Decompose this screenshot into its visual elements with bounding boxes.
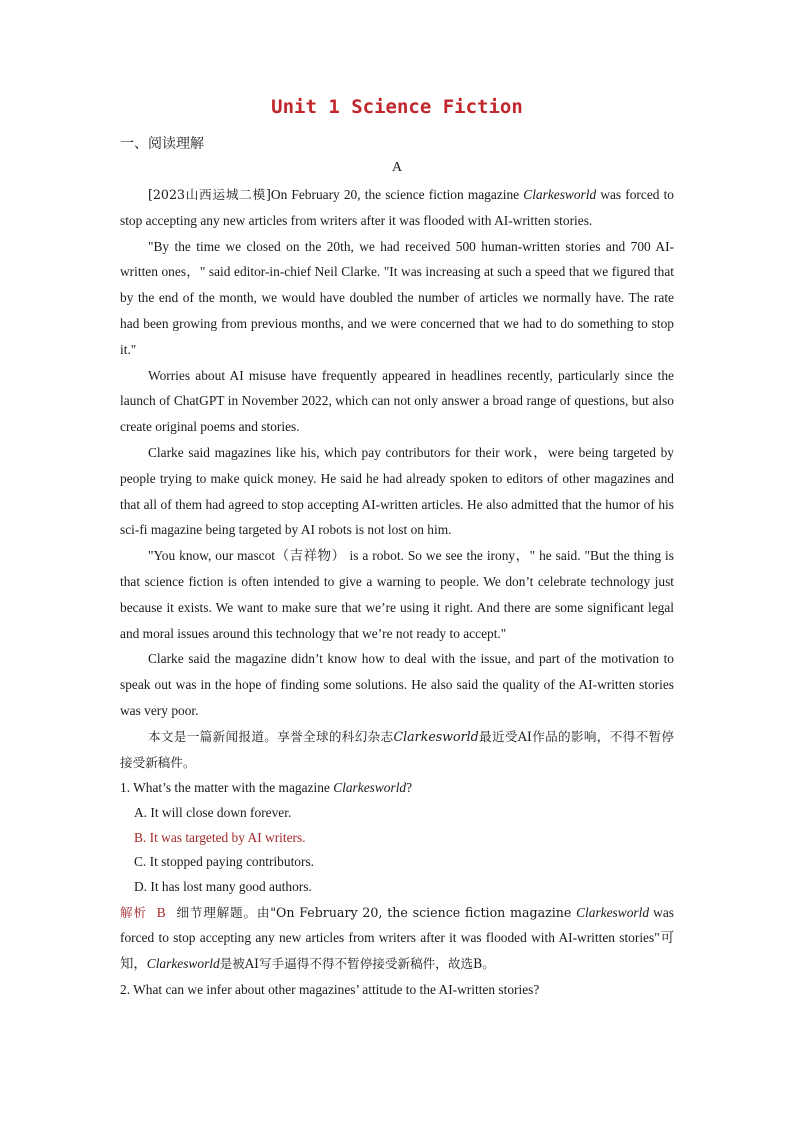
answer-label: 解析 xyxy=(120,904,147,920)
question-1-options xyxy=(120,801,674,899)
paragraph-1-text-a: On February 20, the science fiction magazine xyxy=(270,187,524,202)
summary-magazine-name: Clarkesworld xyxy=(393,728,479,744)
paragraph-5: "You know, our mascot（吉祥物） is a robot. So we see the irony，" he said. "But the thing is that science fiction is often intended to give a warning to people. We don’t celebrate technology just because it exists. We want to make sure that we’re using it right. And there are some significant legal and moral issues around this technology that we’re not ready to accept." xyxy=(120,548,674,641)
question-1-stem-text-b: ? xyxy=(406,780,413,796)
question-1-explanation xyxy=(120,900,674,977)
paragraph-3: Worries about AI misuse have frequently appeared in headlines recently, particularly since the launch of ChatGPT in November 2022, which can not only answer a broad range of questions, but also create original poems and stories. xyxy=(120,367,674,435)
passage-label: A xyxy=(391,160,403,175)
section-heading: 一、阅读理解 xyxy=(120,136,204,152)
question-1-magazine-name: Clarkesworld xyxy=(333,780,407,796)
paragraph-2: "By the time we closed on the 20th, we had received 500 human-written stories and 700 AI-written ones，" said editor-in-chief Neil Clarke. "It was increasing at such a speed that we figured that by the end of the month, we would have doubled the number of articles we normally have. The rate had been growing from previous months, and we were concerned that we had to do something to stop it." xyxy=(120,238,674,357)
passage-summary xyxy=(120,724,674,776)
question-2-stem: 2. What can we infer about other magazines’ attitude to the AI-written stories? xyxy=(120,981,540,997)
paragraph-1 xyxy=(120,182,674,234)
explanation-magazine-name-2: Clarkesworld xyxy=(146,956,220,972)
explanation-text-a: 细节理解题。由"On February 20, the science fiction magazine xyxy=(175,904,577,920)
option-a[interactable]: A. It will close down forever. xyxy=(134,805,292,821)
option-c[interactable]: C. It stopped paying contributors. xyxy=(134,854,315,870)
paragraph-4: Clarke said magazines like his, which pay contributors for their work，were being targeted by people trying to make quick money. He said he had already spoken to editors of other magazines and that all of them had agreed to stop accepting AI-written articles. He also admitted that the humor of his sci-fi magazine being targeted by AI robots is not lost on him. xyxy=(120,444,674,538)
explanation-text-b: was forced to stop accepting any new articles from writers after it was flooded with AI-written stories"可知， xyxy=(120,904,674,972)
magazine-name: Clarkesworld xyxy=(523,187,597,202)
summary-text-b: 最近受AI作品的影响，不得不暂停接受新稿件。 xyxy=(120,728,675,770)
question-1-stem xyxy=(120,775,674,801)
explanation-magazine-name: Clarkesworld xyxy=(576,904,650,920)
paragraph-6: Clarke said the magazine didn’t know how to deal with the issue, and part of the motivation to speak out was in the hope of finding some solutions. He also said the quality of the AI-written stories was very poor. xyxy=(120,651,674,718)
source-tag: [2023山西运城二模] xyxy=(148,187,271,202)
explanation-text-c: 是被AI写手逼得不得不暂停接受新稿件，故选B。 xyxy=(219,956,495,972)
answer-letter: B xyxy=(156,904,166,920)
question-1-stem-text-a: 1. What’s the matter with the magazine xyxy=(120,780,334,796)
summary-text-a: 本文是一篇新闻报道。享誉全球的科幻杂志 xyxy=(148,728,394,744)
page-title: Unit 1 Science Fiction xyxy=(271,96,523,118)
option-d[interactable]: D. It has lost many good authors. xyxy=(134,878,312,894)
paragraph-1-text-b: was forced to stop accepting any new articles from writers after it was flooded with AI-written stories. xyxy=(120,187,675,228)
option-b[interactable]: B. It was targeted by AI writers. xyxy=(134,829,306,845)
passage-body xyxy=(120,182,674,1003)
